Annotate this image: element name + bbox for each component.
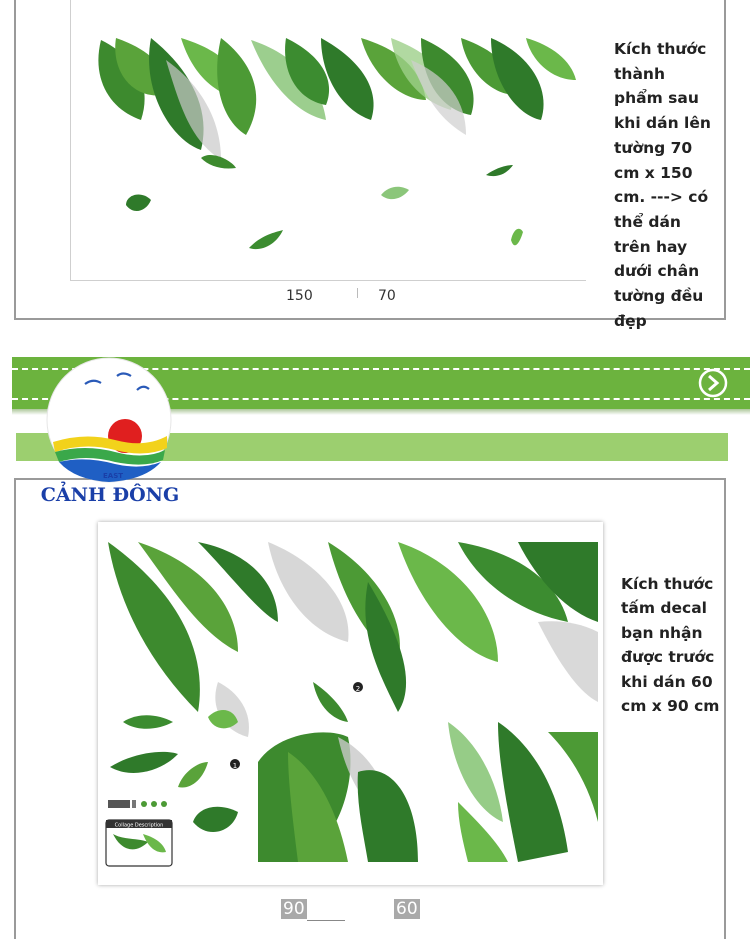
bottom-right-leaf-block <box>258 722 598 862</box>
decal-size-description: Kích thước tấm decal bạn nhận được trước khi dán 60 cm x 90 cm <box>621 575 720 716</box>
finished-size-description: Kích thước thành phẩm sau khi dán lên tường 70 cm x 150 cm. ---> có thể dán trên hay dưới chân tường đều đẹp <box>614 40 711 330</box>
decal-sheet-image <box>98 522 603 885</box>
finished-size-illustration <box>70 0 586 281</box>
logo-tagline: EAST <box>103 472 124 480</box>
brand-logo <box>45 356 173 484</box>
scattered-leaves <box>126 155 523 249</box>
decal-sheet-art <box>98 522 603 885</box>
height-dimension-label: 70 <box>378 288 396 304</box>
decal-height-label: 60 <box>396 899 418 919</box>
chevron-right-circle-icon[interactable] <box>698 368 728 398</box>
svg-text:Collage Description: Collage Description <box>114 822 164 829</box>
top-leaf-band <box>106 540 599 737</box>
brand-name: CẢNH ĐÔNG <box>40 484 180 506</box>
dimension-line <box>307 920 345 921</box>
barcode <box>108 800 167 808</box>
left-small-leaves <box>110 710 238 832</box>
part-marker-1 <box>230 759 240 770</box>
svg-text:2: 2 <box>355 685 361 693</box>
dimension-divider <box>357 288 358 298</box>
decal-width-label: 90 <box>283 899 305 919</box>
width-dimension-label: 150 <box>286 288 313 304</box>
leaf-canopy <box>98 38 576 160</box>
collage-description-card <box>106 820 172 866</box>
svg-text:1: 1 <box>232 762 238 770</box>
hanging-leaves-art <box>71 0 586 280</box>
